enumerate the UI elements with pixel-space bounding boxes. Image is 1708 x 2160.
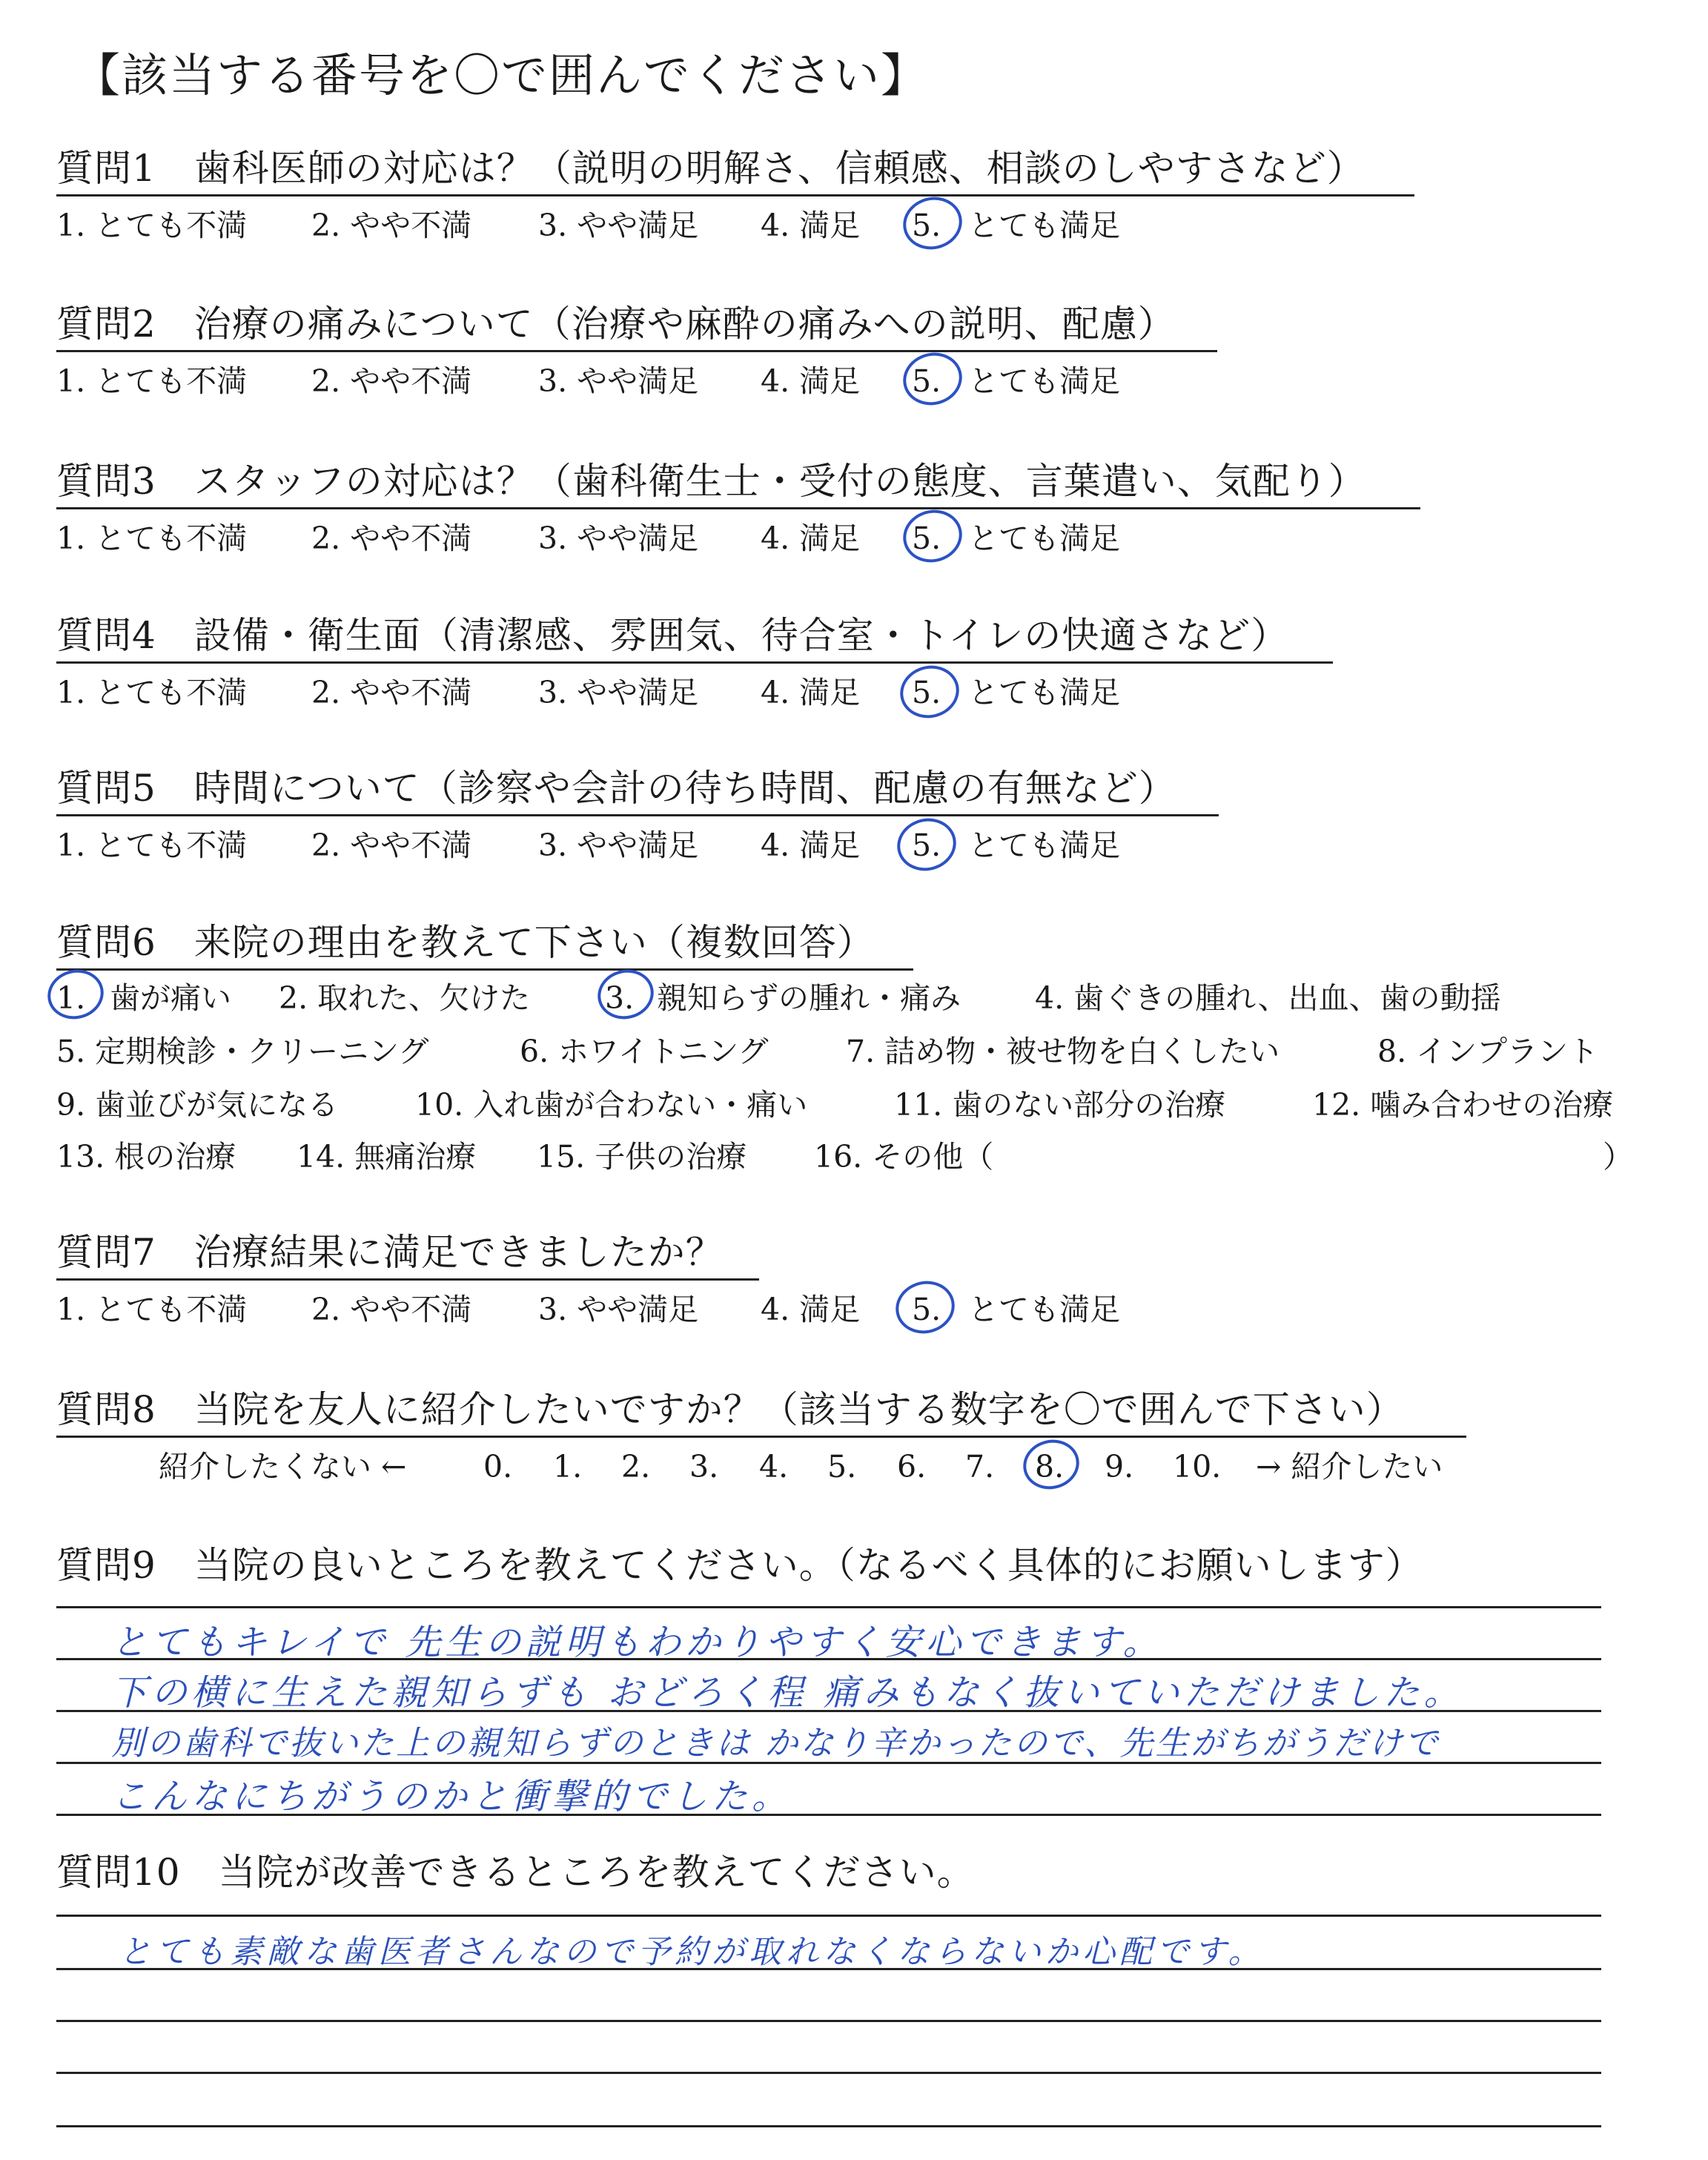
q6-option-13[interactable]: 13. 根の治療 — [56, 1139, 236, 1175]
scale-9[interactable]: 9. — [1105, 1449, 1134, 1484]
question-2-options — [56, 362, 1168, 400]
option-3[interactable]: 3. やや満足 — [538, 363, 699, 399]
q6-option-9[interactable]: 9. 歯並びが気になる — [56, 1087, 339, 1123]
option-3[interactable]: 3. やや満足 — [538, 1292, 699, 1327]
option-1[interactable]: 1. とても不満 — [56, 675, 248, 710]
question-4-options — [56, 673, 1168, 712]
option-2[interactable]: 2. やや不満 — [311, 675, 472, 710]
q6-option-4[interactable]: 4. 歯ぐきの腫れ、出血、歯の動揺 — [1035, 980, 1501, 1016]
scale-10[interactable]: 10. — [1173, 1449, 1222, 1484]
question-8-scale — [159, 1447, 1493, 1486]
option-2[interactable]: 2. やや不満 — [311, 521, 472, 556]
option-5[interactable]: 5. — [912, 675, 941, 710]
q6-option-11[interactable]: 11. 歯のない部分の治療 — [894, 1087, 1226, 1123]
selection-circle-q1 — [898, 191, 968, 255]
option-5[interactable]: 5. — [912, 208, 941, 243]
option-4[interactable]: 4. 満足 — [761, 208, 861, 243]
q6-option-1-num[interactable]: 1. — [56, 980, 86, 1016]
answer-line — [56, 1606, 1601, 1608]
q6-option-3-label: 親知らずの腫れ・痛み — [657, 980, 961, 1016]
scale-left-label: 紹介したくない ← — [159, 1449, 407, 1484]
option-5-label: とても満足 — [968, 675, 1120, 710]
scale-2[interactable]: 2. — [621, 1449, 651, 1484]
selection-circle-q2 — [898, 346, 968, 411]
scale-0[interactable]: 0. — [483, 1449, 513, 1484]
answer-line — [56, 2072, 1601, 2074]
answer-line — [56, 1915, 1601, 1917]
option-4[interactable]: 4. 満足 — [761, 828, 861, 863]
option-4[interactable]: 4. 満足 — [761, 521, 861, 556]
selection-circle-q4 — [895, 659, 965, 724]
q6-option-5[interactable]: 5. 定期検診・クリーニング — [56, 1034, 429, 1069]
q6-option-8[interactable]: 8. インプラント — [1377, 1034, 1599, 1069]
question-4-title: 質問4 設備・衛生面（清潔感、雰囲気、待合室・トイレの快適さなど） — [56, 612, 1333, 664]
option-5[interactable]: 5. — [912, 1292, 941, 1327]
option-5-label: とても満足 — [968, 1292, 1120, 1327]
q6-option-12[interactable]: 12. 噛み合わせの治療 — [1312, 1087, 1614, 1123]
q6-option-7[interactable]: 7. 詰め物・被せ物を白くしたい — [846, 1034, 1280, 1069]
option-3[interactable]: 3. やや満足 — [538, 521, 699, 556]
option-5[interactable]: 5. — [912, 521, 941, 556]
question-2-title: 質問2 治療の痛みについて（治療や麻酔の痛みへの説明、配慮） — [56, 301, 1217, 352]
q9-answer-line-4[interactable]: こんなにちがうのかと衝撃的でした。 — [111, 1776, 792, 1817]
option-1[interactable]: 1. とても不満 — [56, 521, 248, 556]
option-3[interactable]: 3. やや満足 — [538, 828, 699, 863]
option-2[interactable]: 2. やや不満 — [311, 1292, 472, 1327]
q6-option-16[interactable]: 16. その他（ — [814, 1139, 994, 1175]
q6-option-3-num[interactable]: 3. — [605, 980, 635, 1016]
option-1[interactable]: 1. とても不満 — [56, 208, 248, 243]
scale-1[interactable]: 1. — [553, 1449, 583, 1484]
question-7-title: 質問7 治療結果に満足できましたか？ — [56, 1229, 759, 1281]
q9-answer-line-2[interactable]: 下の横に生えた親知らずも おどろく程 痛みもなく抜いていただけました。 — [111, 1672, 1464, 1714]
option-2[interactable]: 2. やや不満 — [311, 208, 472, 243]
option-5-label: とても満足 — [968, 828, 1120, 863]
q6-option-1-label: 歯が痛い — [110, 980, 231, 1016]
answer-line — [56, 2020, 1601, 2022]
selection-circle-q5 — [892, 812, 962, 876]
option-5-label: とても満足 — [968, 208, 1120, 243]
option-4[interactable]: 4. 満足 — [761, 675, 861, 710]
scale-4[interactable]: 4. — [759, 1449, 789, 1484]
option-4[interactable]: 4. 満足 — [761, 363, 861, 399]
question-5-title: 質問5 時間について（診察や会計の待ち時間、配慮の有無など） — [56, 765, 1219, 816]
page-header: 【該当する番号を〇で囲んでください】 — [74, 48, 929, 102]
q6-option-10[interactable]: 10. 入れ歯が合わない・痛い — [415, 1087, 808, 1123]
scale-8[interactable]: 8. — [1035, 1449, 1065, 1484]
scale-3[interactable]: 3. — [689, 1449, 719, 1484]
scale-5[interactable]: 5. — [827, 1449, 857, 1484]
scale-7[interactable]: 7. — [965, 1449, 995, 1484]
selection-circle-q7 — [890, 1275, 961, 1339]
question-7-options — [56, 1290, 1168, 1329]
option-5-label: とても満足 — [968, 521, 1120, 556]
question-5-options — [56, 826, 1168, 865]
q9-answer-line-1[interactable]: とてもキレイで 先生の説明もわかりやすく安心できます。 — [111, 1622, 1163, 1663]
q6-option-2[interactable]: 2. 取れた、欠けた — [279, 980, 531, 1016]
q6-option-6[interactable]: 6. ホワイトニング — [520, 1034, 769, 1069]
question-8-title: 質問8 当院を友人に紹介したいですか？（該当する数字を〇で囲んで下さい） — [56, 1387, 1466, 1438]
scale-6[interactable]: 6. — [897, 1449, 927, 1484]
q6-option-14[interactable]: 14. 無痛治療 — [297, 1139, 477, 1175]
option-3[interactable]: 3. やや満足 — [538, 208, 699, 243]
question-6-options — [56, 979, 1658, 1194]
q6-option-15[interactable]: 15. 子供の治療 — [537, 1139, 747, 1175]
question-9-title: 質問9 当院の良いところを教えてください。（なるべく具体的にお願いします） — [56, 1544, 1423, 1587]
option-1[interactable]: 1. とても不満 — [56, 363, 248, 399]
q6-option-16-close: ） — [1603, 1139, 1633, 1175]
option-5[interactable]: 5. — [912, 363, 941, 399]
question-10-title: 質問10 当院が改善できるところを教えてください。 — [56, 1851, 975, 1894]
option-2[interactable]: 2. やや不満 — [311, 363, 472, 399]
q9-answer-line-3[interactable]: 別の歯科で抜いた上の親知らずのときは かなり辛かったので、先生がちがうだけで — [111, 1723, 1440, 1763]
option-5[interactable]: 5. — [912, 828, 941, 863]
option-4[interactable]: 4. 満足 — [761, 1292, 861, 1327]
question-1-options — [56, 206, 1168, 245]
q10-answer-line-1[interactable]: とても素敵な歯医者さんなので予約が取れなくならないか心配です。 — [119, 1933, 1265, 1971]
question-1-title: 質問1 歯科医師の対応は？（説明の明解さ、信頼感、相談のしやすさなど） — [56, 145, 1414, 196]
option-3[interactable]: 3. やや満足 — [538, 675, 699, 710]
question-3-options — [56, 519, 1168, 558]
selection-circle-q3 — [898, 503, 968, 568]
option-2[interactable]: 2. やや不満 — [311, 828, 472, 863]
question-3-title: 質問3 スタッフの対応は？（歯科衛生士・受付の態度、言葉遣い、気配り） — [56, 458, 1420, 509]
question-6-title: 質問6 来院の理由を教えて下さい（複数回答） — [56, 919, 913, 971]
option-5-label: とても満足 — [968, 363, 1120, 399]
answer-line — [56, 2125, 1601, 2127]
scale-right-label: → 紹介したい — [1256, 1449, 1443, 1484]
option-1[interactable]: 1. とても不満 — [56, 1292, 248, 1327]
option-1[interactable]: 1. とても不満 — [56, 828, 248, 863]
